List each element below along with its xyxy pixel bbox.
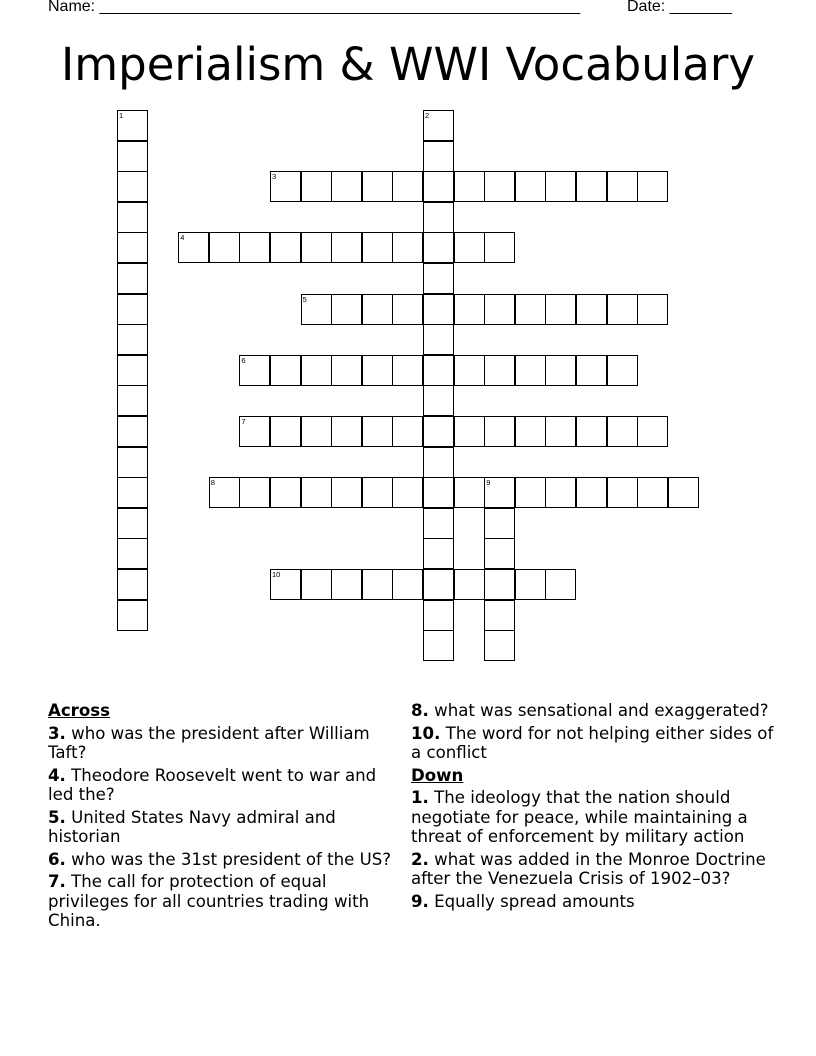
crossword-cell[interactable]: [576, 355, 607, 386]
crossword-cell[interactable]: [545, 416, 576, 447]
crossword-cell[interactable]: [484, 416, 515, 447]
crossword-cell[interactable]: [239, 355, 270, 386]
crossword-cell[interactable]: [239, 477, 270, 508]
crossword-cell[interactable]: [178, 232, 209, 263]
crossword-cell[interactable]: [637, 294, 668, 325]
down-clue: [411, 892, 786, 912]
crossword-cell[interactable]: [362, 294, 393, 325]
crossword-cell[interactable]: [362, 416, 393, 447]
crossword-cell[interactable]: [423, 232, 454, 263]
crossword-cell[interactable]: [209, 477, 240, 508]
crossword-cell[interactable]: [331, 294, 362, 325]
clue-number: 5.: [48, 807, 66, 827]
crossword-cell[interactable]: [484, 538, 515, 569]
crossword-cell[interactable]: [117, 294, 148, 325]
crossword-cell[interactable]: [454, 294, 485, 325]
crossword-cell[interactable]: [301, 477, 332, 508]
cell-number: 2: [425, 111, 430, 120]
crossword-cell[interactable]: [515, 416, 546, 447]
clue-text: Theodore Roosevelt went to war and led the?: [48, 765, 377, 804]
crossword-cell[interactable]: [454, 232, 485, 263]
crossword-cell[interactable]: [331, 569, 362, 600]
crossword-cell[interactable]: [515, 477, 546, 508]
crossword-cell[interactable]: [117, 263, 148, 294]
crossword-cell[interactable]: [423, 569, 454, 600]
crossword-cell[interactable]: [607, 416, 638, 447]
across-clue-list: [48, 724, 398, 931]
crossword-cell[interactable]: [423, 294, 454, 325]
clue-text: The call for protection of equal privileges for all countries trading with China.: [48, 872, 370, 930]
crossword-cell[interactable]: [423, 508, 454, 539]
crossword-cell[interactable]: [301, 355, 332, 386]
crossword-cell[interactable]: [423, 141, 454, 172]
crossword-cell[interactable]: [117, 508, 148, 539]
crossword-cell[interactable]: [576, 171, 607, 202]
crossword-cell[interactable]: [484, 294, 515, 325]
crossword-cell[interactable]: [484, 232, 515, 263]
crossword-cell[interactable]: [331, 232, 362, 263]
clues-column-right: [411, 701, 786, 914]
clue-number: 3.: [48, 723, 66, 743]
clue-number: 2.: [411, 849, 429, 869]
crossword-cell[interactable]: [362, 477, 393, 508]
crossword-cell[interactable]: [576, 294, 607, 325]
crossword-cell[interactable]: [607, 477, 638, 508]
crossword-cell[interactable]: [545, 171, 576, 202]
crossword-cell[interactable]: [484, 355, 515, 386]
crossword-cell[interactable]: [515, 294, 546, 325]
clues-column-left: [48, 701, 398, 934]
clue-text: who was the 31st president of the US?: [65, 849, 392, 869]
crossword-cell[interactable]: [454, 416, 485, 447]
crossword-cell[interactable]: [423, 110, 454, 141]
crossword-cell[interactable]: [637, 171, 668, 202]
crossword-cell[interactable]: [392, 477, 423, 508]
crossword-cell[interactable]: [239, 416, 270, 447]
crossword-cell[interactable]: [270, 232, 301, 263]
clue-text: United States Navy admiral and historian: [48, 807, 336, 846]
crossword-cell[interactable]: [484, 569, 515, 600]
crossword-cell[interactable]: [484, 600, 515, 631]
crossword-cell[interactable]: [301, 569, 332, 600]
crossword-cell[interactable]: [484, 508, 515, 539]
crossword-cell[interactable]: [576, 416, 607, 447]
crossword-cell[interactable]: [423, 355, 454, 386]
name-line[interactable]: Name: ______________________________________________________: [48, 0, 581, 15]
crossword-cell[interactable]: [484, 477, 515, 508]
crossword-cell[interactable]: [117, 477, 148, 508]
crossword-cell[interactable]: [423, 324, 454, 355]
clue-text: what was sensational and exaggerated?: [428, 701, 769, 720]
crossword-cell[interactable]: [515, 355, 546, 386]
across-clue: [411, 701, 786, 721]
down-heading: Down: [411, 765, 464, 785]
crossword-cell[interactable]: [454, 569, 485, 600]
cell-number: 8: [210, 478, 215, 488]
crossword-cell[interactable]: [454, 355, 485, 386]
crossword-cell[interactable]: [270, 171, 301, 202]
cell-number: 6: [241, 355, 246, 365]
crossword-cell[interactable]: [117, 141, 148, 172]
crossword-cell[interactable]: [392, 294, 423, 325]
crossword-cell[interactable]: [545, 355, 576, 386]
crossword-cell[interactable]: [362, 171, 393, 202]
clue-text: who was the president after William Taft?: [48, 723, 370, 762]
crossword-cell[interactable]: [392, 355, 423, 386]
crossword-cell[interactable]: [117, 232, 148, 263]
crossword-cell[interactable]: [117, 538, 148, 569]
crossword-cell[interactable]: [362, 569, 393, 600]
clue-number: 10.: [411, 723, 441, 743]
clue-text: The word for not helping either sides of a conflict: [411, 723, 774, 762]
crossword-cell[interactable]: [239, 232, 270, 263]
crossword-cell[interactable]: [117, 416, 148, 447]
clue-number: 4.: [48, 765, 66, 785]
crossword-cell[interactable]: [637, 477, 668, 508]
crossword-cell[interactable]: [331, 355, 362, 386]
clue-number: 7.: [48, 872, 66, 891]
clue-number: 1.: [411, 788, 429, 807]
crossword-cell[interactable]: [301, 232, 332, 263]
across-clue: [48, 850, 398, 870]
crossword-cell[interactable]: [117, 324, 148, 355]
crossword-cell[interactable]: [515, 569, 546, 600]
crossword-cell[interactable]: [392, 569, 423, 600]
crossword-cell[interactable]: [117, 355, 148, 386]
clue-text: The ideology that the nation should negotiate for peace, while maintaining a threat of enforcement by military action: [411, 788, 748, 846]
clue-text: what was added in the Monroe Doctrine after the Venezuela Crisis of 1902–03?: [411, 849, 766, 888]
crossword-cell[interactable]: [607, 171, 638, 202]
crossword-cell[interactable]: [362, 232, 393, 263]
crossword-cell[interactable]: [515, 171, 546, 202]
cell-number: 1: [119, 111, 124, 120]
crossword-cell[interactable]: [484, 171, 515, 202]
down-clue-list: [411, 788, 786, 911]
crossword-cell[interactable]: [576, 477, 607, 508]
crossword-cell[interactable]: [301, 416, 332, 447]
crossword-cell[interactable]: [270, 569, 301, 600]
crossword-cell[interactable]: [117, 447, 148, 478]
crossword-cell[interactable]: [423, 630, 454, 661]
crossword-cell[interactable]: [392, 171, 423, 202]
across-clue: [48, 724, 398, 763]
crossword-cell[interactable]: [668, 477, 699, 508]
crossword-cell[interactable]: [362, 355, 393, 386]
crossword-cell[interactable]: [117, 171, 148, 202]
across-clue-list-continued: [411, 701, 786, 763]
clue-number: 6.: [48, 849, 66, 869]
crossword-cell[interactable]: [392, 416, 423, 447]
page-title: Imperialism & WWI Vocabulary: [61, 38, 755, 91]
crossword-cell[interactable]: [117, 385, 148, 416]
crossword-cell[interactable]: [423, 263, 454, 294]
clue-number: 8.: [411, 701, 429, 720]
crossword-cell[interactable]: [117, 600, 148, 631]
crossword-cell[interactable]: [270, 355, 301, 386]
across-heading: Across: [48, 701, 111, 720]
crossword-cell[interactable]: [423, 385, 454, 416]
crossword-cell[interactable]: [270, 416, 301, 447]
clue-number: 9.: [411, 891, 429, 911]
across-clue: [411, 724, 786, 763]
crossword-cell[interactable]: [607, 355, 638, 386]
crossword-cell[interactable]: [423, 416, 454, 447]
crossword-cell[interactable]: [545, 477, 576, 508]
crossword-cell[interactable]: [637, 416, 668, 447]
date-line[interactable]: Date: _______: [627, 0, 732, 15]
crossword-cell[interactable]: [607, 294, 638, 325]
crossword-cell[interactable]: [423, 538, 454, 569]
crossword-cell[interactable]: [484, 630, 515, 661]
crossword-cell[interactable]: [423, 600, 454, 631]
crossword-cell[interactable]: [423, 447, 454, 478]
crossword-cell[interactable]: [331, 171, 362, 202]
cell-number: 3: [272, 172, 277, 182]
across-clue: [48, 872, 398, 931]
crossword-cell[interactable]: [392, 232, 423, 263]
cell-number: 5: [302, 294, 307, 304]
crossword-cell[interactable]: [423, 477, 454, 508]
crossword-cell[interactable]: [545, 294, 576, 325]
crossword-cell[interactable]: [423, 202, 454, 233]
cell-number: 10: [272, 570, 281, 579]
crossword-cell[interactable]: [331, 477, 362, 508]
crossword-cell[interactable]: [545, 569, 576, 600]
cell-number: 4: [180, 233, 185, 243]
crossword-cell[interactable]: [209, 232, 240, 263]
crossword-cell[interactable]: [301, 171, 332, 202]
crossword-cell[interactable]: [117, 569, 148, 600]
crossword-cell[interactable]: [423, 171, 454, 202]
crossword-cell[interactable]: [270, 477, 301, 508]
crossword-cell[interactable]: [331, 416, 362, 447]
crossword-cell[interactable]: [454, 171, 485, 202]
down-clue: [411, 850, 786, 889]
across-clue: [48, 808, 398, 847]
cell-number: 7: [241, 417, 246, 426]
crossword-cell[interactable]: [454, 477, 485, 508]
across-clue: [48, 766, 398, 805]
cell-number: 9: [486, 478, 491, 488]
crossword-cell[interactable]: [117, 110, 148, 141]
clue-text: Equally spread amounts: [428, 891, 635, 911]
crossword-cell[interactable]: [117, 202, 148, 233]
down-clue: [411, 788, 786, 847]
crossword-cell[interactable]: [301, 294, 332, 325]
